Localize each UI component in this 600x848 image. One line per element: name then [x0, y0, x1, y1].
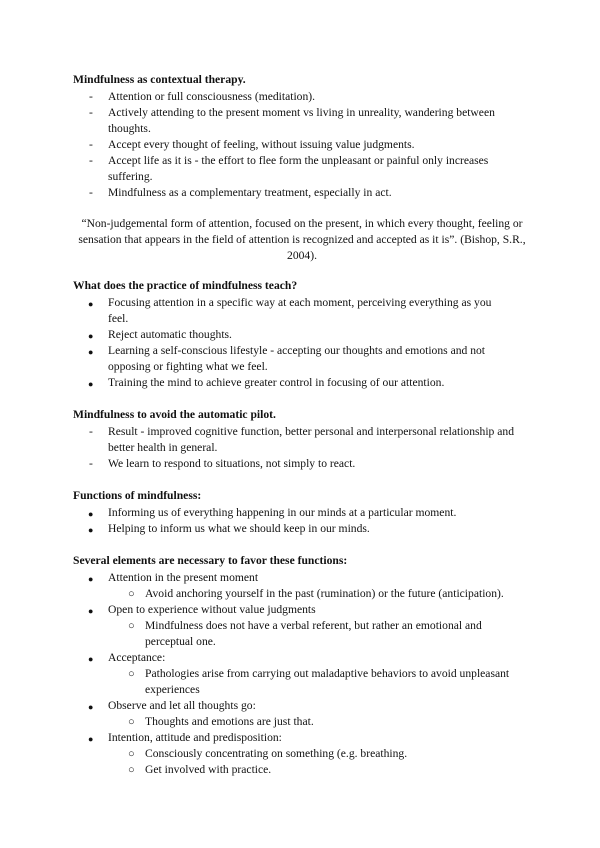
dash-marker: - [89, 106, 93, 119]
list-item: ● Open to experience without value judgments [0, 602, 600, 618]
list-item: ● Observe and let all thoughts go: [0, 698, 600, 714]
list-item: - Accept every thought of feeling, without issuing value judgments. [89, 138, 415, 151]
list-item: - Actively attending to the present moment vs living in unreality, wandering between thoughts. [89, 106, 495, 135]
sub-list-item: ○ Get involved with practice. [128, 763, 272, 776]
circle-marker: ○ [128, 588, 135, 600]
bullet-marker: ● [88, 379, 94, 389]
list-elements [0, 570, 600, 778]
circle-marker: ○ [128, 748, 135, 760]
heading-automatic-pilot: Mindfulness to avoid the automatic pilot. [73, 408, 276, 421]
bullet-marker: ● [88, 331, 94, 341]
list-automatic-pilot [0, 424, 600, 472]
heading-elements: Several elements are necessary to favor these functions: [73, 554, 348, 567]
bullet-marker: ● [88, 347, 94, 357]
dash-marker: - [89, 90, 93, 103]
bishop-quote: “Non-judgemental form of attention, focused on the present, in which every thought, feeling or sensation that appears in the field of attention is recognized and accepted as it is”. (Bishop, S.R., 2004). [78, 217, 526, 262]
list-item: ● Attention in the present moment [0, 570, 600, 586]
list-item: ● Acceptance: [0, 650, 600, 666]
list-item: ● Focusing attention in a specific way at each moment, perceiving everything as you feel. [88, 296, 492, 325]
dash-marker: - [89, 457, 93, 470]
list-item: ● Helping to inform us what we should keep in our minds. [0, 521, 600, 537]
sub-list-item: ○ Thoughts and emotions are just that. [128, 715, 314, 728]
bullet-marker: ● [88, 606, 94, 616]
sub-list-item: ○ Pathologies arise from carrying out maladaptive behaviors to avoid unpleasant experiences [128, 667, 510, 696]
dash-marker: - [89, 186, 93, 199]
list-item: - Attention or full consciousness (meditation). [89, 90, 316, 103]
bullet-marker: ● [88, 574, 94, 584]
bullet-marker: ● [88, 509, 94, 519]
sub-list-item: ○ Consciously concentrating on something (e.g. breathing. [128, 747, 408, 760]
list-item: - Accept life as it is - the effort to flee form the unpleasant or painful only increases suffering. [89, 154, 489, 183]
bullet-marker: ● [88, 654, 94, 664]
list-item: ● Learning a self-conscious lifestyle - accepting our thoughts and emotions and not opposing or fighting what we feel. [88, 344, 486, 373]
list-item: ● Intention, attitude and predisposition: [0, 730, 600, 746]
heading-contextual-therapy: Mindfulness as contextual therapy. [73, 73, 246, 86]
dash-marker: - [89, 425, 93, 438]
sub-list-item: ○ Avoid anchoring yourself in the past (rumination) or the future (anticipation). [128, 587, 504, 600]
circle-marker: ○ [128, 764, 135, 776]
bullet-marker: ● [88, 525, 94, 535]
bullet-marker: ● [88, 734, 94, 744]
list-item: - We learn to respond to situations, not simply to react. [89, 457, 356, 470]
heading-mindfulness-teach: What does the practice of mindfulness teach? [73, 279, 298, 292]
list-contextual-therapy [0, 89, 600, 201]
bullet-marker: ● [88, 299, 94, 309]
circle-marker: ○ [128, 668, 135, 680]
dash-marker: - [89, 138, 93, 151]
circle-marker: ○ [128, 620, 135, 632]
list-item: - Mindfulness as a complementary treatment, especially in act. [89, 186, 392, 199]
bullet-marker: ● [88, 702, 94, 712]
list-item: ● Reject automatic thoughts. [0, 327, 600, 343]
sub-list-item: ○ Mindfulness does not have a verbal referent, but rather an emotional and perceptual one. [128, 619, 482, 648]
list-functions [0, 505, 600, 537]
list-item: ● Training the mind to achieve greater control in focusing of our attention. [0, 375, 600, 391]
list-mindfulness-teach [0, 295, 600, 391]
list-item: ● Informing us of everything happening in our minds at a particular moment. [0, 505, 600, 521]
circle-marker: ○ [128, 716, 135, 728]
list-item: - Result - improved cognitive function, better personal and interpersonal relationship and better health in general. [89, 425, 514, 454]
heading-functions: Functions of mindfulness: [73, 489, 202, 502]
dash-marker: - [89, 154, 93, 167]
